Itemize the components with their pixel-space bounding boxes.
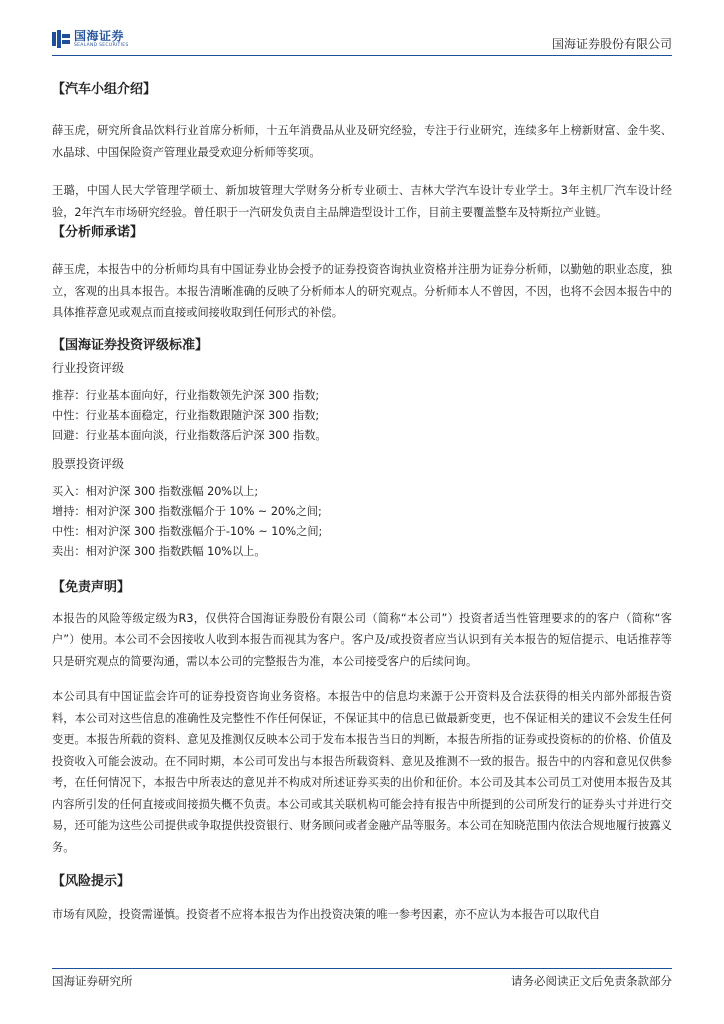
industry-rating-item: 中性：行业基本面稳定，行业指数跟随沪深 300 指数; xyxy=(52,408,320,422)
team-analyst-2: 王璐，中国人民大学管理学硕士、新加坡管理大学财务分析专业硕士、吉林大学汽车设计专业学士。3年主机厂汽车设计经验，2年汽车市场研究经验。曾任职于一汽研发负责自主品牌造型设计工作，目前主要覆盖整车及特斯拉产业链。 xyxy=(52,184,672,219)
stock-rating-item: 增持：相对沪深 300 指数涨幅介于 10% ~ 20%之间; xyxy=(52,504,322,518)
section-title-rating: 【国海证券投资评级标准】 xyxy=(52,337,209,353)
stock-rating-list xyxy=(52,482,672,562)
team-analyst-1: 薛玉虎，研究所食品饮料行业首席分析师，十五年消费品从业及研究经验，专注于行业研究，连续多年上榜新财富、金牛奖、水晶球、中国保险资产管理业最受欢迎分析师等奖项。 xyxy=(52,124,672,159)
commitment-text: 薛玉虎，本报告中的分析师均具有中国证券业协会授予的证券投资咨询执业资格并注册为证券分析师，以勤勉的职业态度，独立，客观的出具本报告。本报告清晰准确的反映了分析师本人的研究观点。分析师本人不曾因，不因，也将不会因本报告中的具体推荐意见或观点而直接或间接收取到任何形式的补偿。 xyxy=(52,263,672,319)
section-title-team: 【汽车小组介绍】 xyxy=(52,82,157,97)
page-header xyxy=(52,30,672,52)
footer-institute: 国海证券研究所 xyxy=(52,974,133,988)
header-company-name: 国海证券股份有限公司 xyxy=(551,37,672,51)
section-title-disclaimer: 【免责声明】 xyxy=(52,579,131,595)
section-title-commitment: 【分析师承诺】 xyxy=(52,225,144,240)
industry-rating-title: 行业投资评级 xyxy=(52,360,125,375)
header-divider xyxy=(52,55,672,56)
industry-rating-item: 回避：行业基本面向淡，行业指数落后沪深 300 指数。 xyxy=(52,428,327,442)
industry-rating-item: 推荐：行业基本面向好，行业指数领先沪深 300 指数; xyxy=(52,388,320,402)
stock-rating-item: 卖出：相对沪深 300 指数跌幅 10%以上。 xyxy=(52,544,266,558)
stock-rating-title: 股票投资评级 xyxy=(52,456,125,471)
company-logo xyxy=(52,30,129,49)
disclaimer-paragraph-2: 本公司具有中国证监会许可的证券投资咨询业务资格。本报告中的信息均来源于公开资料及合法获得的相关内部外部报告资料，本公司对这些信息的准确性及完整性不作任何保证，不保证其中的信息已做最新变更，也不保证相关的建议不会发生任何变更。本报告所载的资料、意见及推测仅反映本公司于发布本报告当日的判断，本报告所指的证券或投资标的的价格、价值及投资收入可能会波动。在不同时期，本公司可发出与本报告所载资料、意见及推测不一致的报告。报告中的内容和意见仅供参考，在任何情况下，本报告中所表达的意见并不构成对所述证券买卖的出价和征价。本公司及其本公司员工对使用本报告及其内容所引发的任何直接或间接损失概不负责。本公司或其关联机构可能会持有报告中所提到的公司所发行的证券头寸并进行交易，还可能为这些公司提供或争取提供投资银行、财务顾问或者金融产品等服务。本公司在知晓范围内依法合规地履行披露义务。 xyxy=(52,690,672,854)
stock-rating-item: 买入：相对沪深 300 指数涨幅 20%以上; xyxy=(52,484,259,498)
page-content xyxy=(52,80,672,926)
disclaimer-paragraph-1: 本报告的风险等级定级为R3，仅供符合国海证券股份有限公司（简称“本公司”）投资者适当性管理要求的的客户（简称“客户”）使用。本公司不会因接收人收到本报告而视其为客户。客户及/或投资者应当认识到有关本报告的短信提示、电话推荐等只是研究观点的简要沟通，需以本公司的完整报告为准，本公司接受客户的后续问询。 xyxy=(52,611,672,668)
section-title-risk: 【风险提示】 xyxy=(52,874,131,889)
footer-notice: 请务必阅读正文后免责条款部分 xyxy=(511,974,672,988)
industry-rating-list xyxy=(52,386,672,446)
logo-text-en: SEALAND SECURITIES xyxy=(74,43,129,48)
risk-text: 市场有风险，投资需谨慎。投资者不应将本报告为作出投资决策的唯一参考因素，亦不应认为本报告可以取代自 xyxy=(52,908,601,921)
logo-mark-icon xyxy=(52,30,70,48)
footer-divider xyxy=(52,968,672,969)
logo-text-cn: 国海证券 xyxy=(74,29,125,43)
stock-rating-item: 中性：相对沪深 300 指数涨幅介于-10% ~ 10%之间; xyxy=(52,524,323,538)
